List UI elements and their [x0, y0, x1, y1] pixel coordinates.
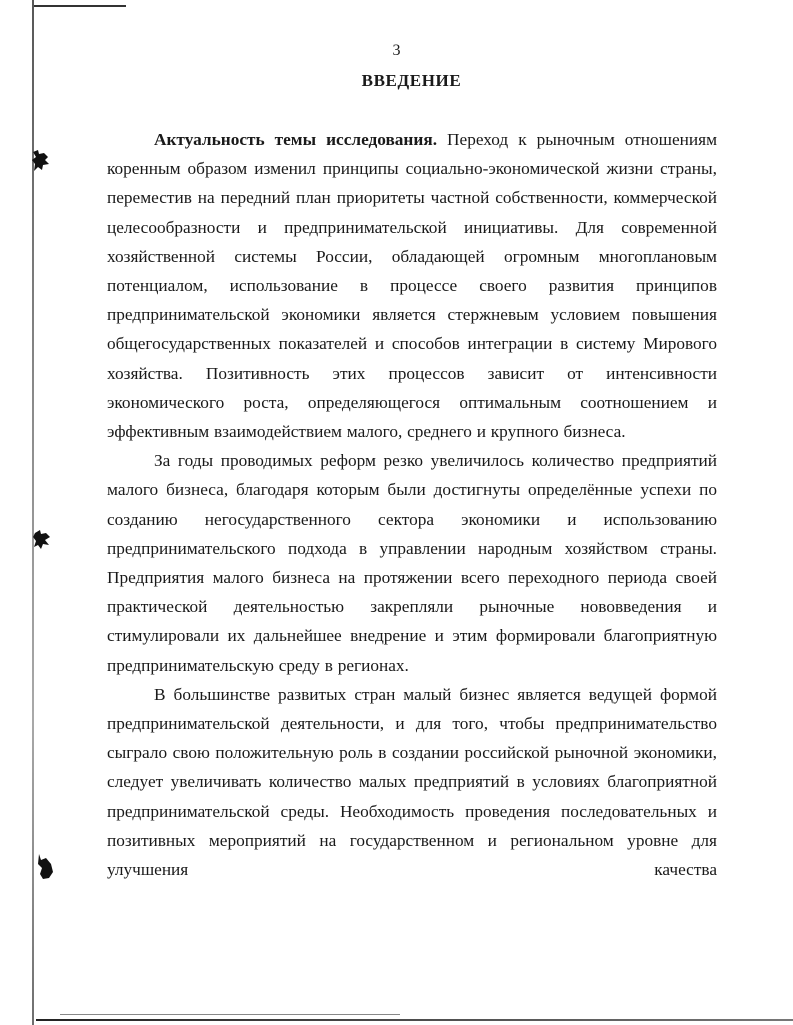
scan-bottom-line — [36, 1019, 793, 1021]
binder-hole-mark — [31, 527, 53, 553]
page-number: 3 — [392, 42, 401, 59]
document-body — [107, 125, 717, 884]
binder-hole-mark — [30, 148, 52, 174]
paragraph-reforms: За годы проводимых реформ резко увеличилось количество предприятий малого бизнеса, благодаря которым были достигнуты определённые успехи по созданию негосударственного сектора экономики и использованию предпринимательского подхода в управлении народным хозяйством страны. Предприятия малого бизнеса на протяжении всего переходного периода своей практической деятельностью закрепляли рыночные нововведения и стимулировали их дальнейшее внедрение и этим формировали благоприятную предпринимательскую среду в регионах. — [107, 451, 717, 675]
paragraph-developed-countries: В большинстве развитых стран малый бизнес является ведущей формой предпринимательской деятельности, и для того, чтобы предпринимательство сыграло свою положительную роль в создании российской рыночной экономики, следует увеличивать количество малых предприятий в условиях благоприятной предпринимательской среды. Необходимость проведения последовательных и позитивных мероприятий на государственном и региональном уровне для улучшения качества — [107, 684, 717, 880]
binder-hole-mark — [34, 852, 56, 878]
page-title: ВВЕДЕНИЕ — [361, 71, 462, 90]
paragraph-text: Переход к рыночным отношениям коренным образом изменил принципы социально-экономической жизни страны, переместив на передний план приоритеты частной собственности, коммерческой целесообразности и предпринимательской инициативы. Для современной хозяйственной системы России, обладающей огромным многоплановым потенциалом, использование в процессе своего развития принципов предпринимательской экономики является стержневым условием повышения общегосударственных показателей и способов интеграции в систему Мирового хозяйства. Позитивность этих процессов зависит от интенсивности экономического роста, определяющегося оптимальным соотношением и эффективным взаимодействием малого, среднего и крупного бизнеса. — [107, 130, 718, 442]
paragraph-lead-heading: Актуальность темы исследования. — [154, 130, 438, 149]
paragraph-relevance — [107, 125, 717, 446]
scan-top-line — [34, 5, 126, 7]
scan-bottom-line-short — [60, 1014, 400, 1015]
